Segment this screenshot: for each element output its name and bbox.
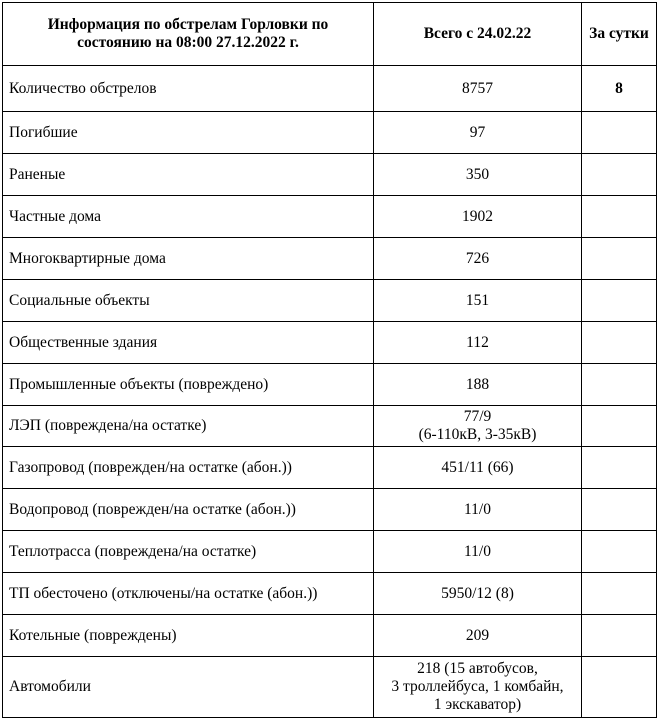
row-day — [582, 573, 657, 615]
row-label: Количество обстрелов — [3, 66, 374, 112]
row-day — [582, 657, 657, 718]
table-row — [3, 280, 657, 322]
row-day — [582, 196, 657, 238]
row-total: 188 — [374, 364, 582, 406]
row-label: Частные дома — [3, 196, 374, 238]
row-label: Общественные здания — [3, 322, 374, 364]
row-label: Котельные (повреждены) — [3, 615, 374, 657]
row-day — [582, 364, 657, 406]
row-label: ЛЭП (повреждена/на остатке) — [3, 406, 374, 447]
table-row — [3, 322, 657, 364]
table-row — [3, 406, 657, 447]
row-label: Погибшие — [3, 112, 374, 154]
row-total: 11/0 — [374, 489, 582, 531]
table-row — [3, 489, 657, 531]
table-row — [3, 531, 657, 573]
row-total: 11/0 — [374, 531, 582, 573]
row-day — [582, 154, 657, 196]
row-total: 350 — [374, 154, 582, 196]
row-label: Промышленные объекты (повреждено) — [3, 364, 374, 406]
row-total: 77/9 (6-110кВ, 3-35кВ) — [374, 406, 582, 447]
table-row — [3, 657, 657, 718]
row-total: 97 — [374, 112, 582, 154]
row-day — [582, 112, 657, 154]
table-row — [3, 66, 657, 112]
table-row — [3, 615, 657, 657]
table-row — [3, 154, 657, 196]
row-label: Водопровод (поврежден/на остатке (абон.)) — [3, 489, 374, 531]
table-row — [3, 112, 657, 154]
header-per-day: За сутки — [582, 3, 657, 66]
row-day — [582, 280, 657, 322]
row-day: 8 — [582, 66, 657, 112]
row-total: 151 — [374, 280, 582, 322]
row-label: Теплотрасса (повреждена/на остатке) — [3, 531, 374, 573]
row-total: 5950/12 (8) — [374, 573, 582, 615]
row-total: 112 — [374, 322, 582, 364]
table-row — [3, 447, 657, 489]
row-total: 8757 — [374, 66, 582, 112]
row-label: Автомобили — [3, 657, 374, 718]
row-day — [582, 531, 657, 573]
row-total: 1902 — [374, 196, 582, 238]
table-header-row — [3, 3, 657, 66]
row-day — [582, 615, 657, 657]
row-total: 726 — [374, 238, 582, 280]
row-label: Раненые — [3, 154, 374, 196]
row-label: Социальные объекты — [3, 280, 374, 322]
table-row — [3, 238, 657, 280]
table-row — [3, 364, 657, 406]
table-row — [3, 573, 657, 615]
row-label: Газопровод (поврежден/на остатке (абон.)) — [3, 447, 374, 489]
row-total: 451/11 (66) — [374, 447, 582, 489]
row-day — [582, 322, 657, 364]
row-day — [582, 447, 657, 489]
table-row — [3, 196, 657, 238]
shelling-report-table — [2, 2, 657, 718]
row-day — [582, 489, 657, 531]
header-info-title: Информация по обстрелам Горловки по состоянию на 08:00 27.12.2022 г. — [3, 3, 374, 66]
row-day — [582, 406, 657, 447]
row-label: ТП обесточено (отключены/на остатке (абон.)) — [3, 573, 374, 615]
row-total: 218 (15 автобусов, 3 троллейбуса, 1 комбайн, 1 экскаватор) — [374, 657, 582, 718]
row-label: Многоквартирные дома — [3, 238, 374, 280]
row-total: 209 — [374, 615, 582, 657]
header-total-since: Всего с 24.02.22 — [374, 3, 582, 66]
row-day — [582, 238, 657, 280]
